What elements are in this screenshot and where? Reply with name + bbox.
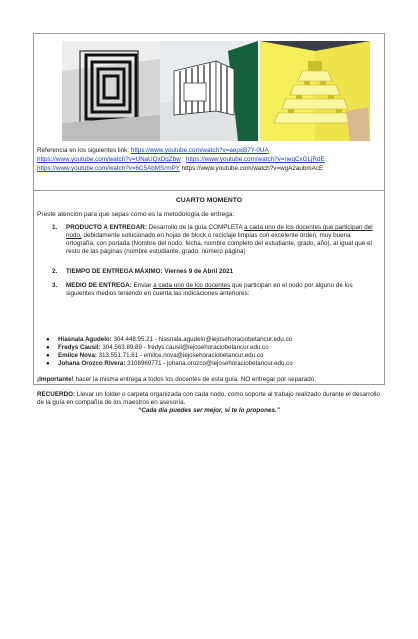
step-text: Enviar xyxy=(131,282,154,289)
step-deadline xyxy=(52,268,380,276)
contact-info: 3108969771 - johana.orozco@iejosehoraciobetancur.edu.co xyxy=(125,360,293,367)
reference-link-1[interactable]: https://www.youtube.com/watch?v=aepxB7Y-0UA xyxy=(130,147,269,154)
reference-link-4[interactable]: https://www.youtube.com/watch?v=6C5AbMSrmPY xyxy=(37,165,180,172)
contact-item xyxy=(44,352,380,360)
reference-link-5: https://www.youtube.com/watch?v=wgA2aubmAcE xyxy=(181,165,324,172)
contact-name: Fredys Causil: xyxy=(58,344,101,351)
contact-info: 304.448.95.21 - hiasnala.agudelo@iejosehoraciobetancur.edu.co xyxy=(111,336,293,343)
important-note xyxy=(37,376,381,383)
contact-info: 313.551.71.61 - emilce.nova@iejosehoraciobetancur.edu.co xyxy=(96,352,264,359)
document-frame xyxy=(33,33,385,414)
references-block xyxy=(37,146,381,173)
section-divider xyxy=(34,190,384,191)
step-lead: MEDIO DE ENTREGA: xyxy=(66,282,132,289)
reminder-text: Llevar un folder o carpeta organizada con cada nodo, como soporte al trabajo realizado durante el desarrollo de la guía en compañía de los maestros en asesoría. xyxy=(37,391,381,406)
step-underlined: a cada uno de los docentes que participan del nodo, xyxy=(66,224,373,239)
bullet-icon: ● xyxy=(46,336,50,343)
bullet-icon: ● xyxy=(46,352,50,359)
reference-link-2[interactable]: https://www.youtube.com/watch?v=UNaUQxDqZbw xyxy=(37,156,181,163)
photo-strip xyxy=(34,34,384,144)
step-delivery-medium xyxy=(52,282,380,298)
motivational-quote: “Cada día puedes ser mejor, si te lo propones.” xyxy=(138,407,280,414)
step-underlined: a cada uno de los docentes xyxy=(153,282,231,289)
contact-item xyxy=(44,344,380,352)
popup-yellow-stairs-photo xyxy=(260,41,370,141)
references-label: Referencia en los siguientes link: xyxy=(37,147,130,154)
step-text-continued: debidamente solucionado en hojas de block o reciclaje limpias con excelente orden, muy buena ortografía, con portada (Nombre del nodo, fecha, nombre completo del estudiante, grado, año), al igual que el resto de las páginas (nombre estudiante, grado, número página) xyxy=(66,232,372,255)
reminder-note xyxy=(37,391,381,415)
step-product xyxy=(52,224,380,256)
contact-name: Johana Orozco Rivera: xyxy=(58,360,126,367)
step-number: 2. xyxy=(52,268,58,275)
section-title: CUARTO MOMENTO xyxy=(175,197,243,204)
popup-building-photo xyxy=(160,41,258,141)
step-text-continued: que participan en el nodo por alguno de los siguientes medios teniendo en cuenta las indicaciones anteriores: xyxy=(66,282,353,297)
contact-name: Hiasnala Agudelo: xyxy=(58,336,112,343)
step-number: 1. xyxy=(52,224,58,231)
bullet-icon: ● xyxy=(46,360,50,367)
reference-link-3[interactable]: https://www.youtube.com/watch?v=neqCxGLjRdE xyxy=(185,156,325,163)
important-lead: ¡Importante! xyxy=(37,376,74,383)
contact-info: 304.563.89.89 - fredys.causil@iejosehoraciobetancur.edu.co xyxy=(100,344,269,351)
step-number: 3. xyxy=(52,282,58,289)
section-intro: Preste atención para que sepas como es la metodología de entrega: xyxy=(37,211,235,218)
step-lead: PRODUCTO A ENTREGAR: xyxy=(66,224,147,231)
contact-item xyxy=(44,336,380,344)
important-text: hacer la misma entrega a todos los docentes de esta guía. NO entregar por separado. xyxy=(73,376,316,383)
contact-name: Emilce Nova: xyxy=(58,352,97,359)
step-lead: TIEMPO DE ENTREGA MÁXIMO: Viernes 9 de Abril 2021 xyxy=(66,268,234,275)
step-text: Desarrollo de la guía COMPLETA xyxy=(146,224,245,231)
bullet-icon: ● xyxy=(46,344,50,351)
contact-list xyxy=(44,336,380,368)
reminder-lead: RECUERDO: xyxy=(37,391,76,398)
contact-item xyxy=(44,360,380,368)
popup-squares-photo xyxy=(62,41,160,141)
